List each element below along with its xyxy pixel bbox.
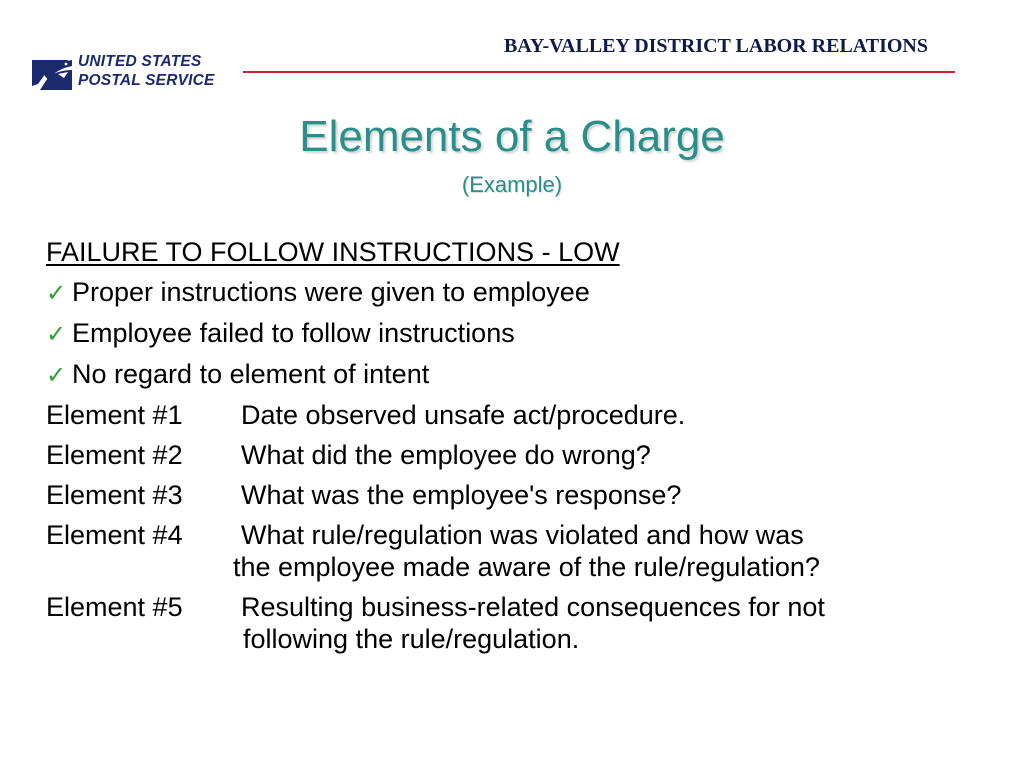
element-label: Element #2 — [46, 440, 183, 470]
checklist-text: Proper instructions were given to employee — [72, 277, 590, 307]
logo-wordmark — [78, 52, 215, 90]
checkmark-icon: ✓ — [46, 279, 67, 307]
element-text-line: Resulting business-related consequences for not — [241, 592, 825, 622]
logo-line-2: POSTAL SERVICE — [78, 72, 215, 89]
checklist-text: No regard to element of intent — [72, 359, 430, 389]
logo-line-1: UNITED STATES — [78, 53, 202, 70]
element-text — [241, 591, 825, 655]
element-label: Element #5 — [46, 592, 183, 622]
element-text: What did the employee do wrong? — [241, 440, 651, 470]
element-text-line: What rule/regulation was violated and how was — [241, 520, 804, 550]
slide-title: Elements of a Charge — [299, 112, 725, 161]
element-label: Element #1 — [46, 400, 183, 430]
element-row-4 — [46, 515, 1006, 587]
checkmark-icon: ✓ — [46, 320, 67, 348]
element-label: Element #3 — [46, 480, 183, 510]
element-row-1 — [46, 395, 1006, 435]
element-row-5 — [46, 587, 1006, 659]
element-text — [233, 519, 820, 583]
checklist-text: Employee failed to follow instructions — [72, 318, 515, 348]
checklist-item — [46, 272, 1006, 313]
slide-body — [46, 232, 1006, 659]
element-text-line: the employee made aware of the rule/regulation? — [233, 552, 820, 582]
checklist-item — [46, 313, 1006, 354]
charge-heading: FAILURE TO FOLLOW INSTRUCTIONS - LOW — [46, 237, 620, 267]
element-text: Date observed unsafe act/procedure. — [241, 400, 686, 430]
element-text: What was the employee's response? — [241, 480, 682, 510]
slide-subtitle: (Example) — [461, 172, 563, 197]
eagle-icon — [28, 50, 74, 96]
checklist-item — [46, 354, 1006, 395]
header-title: BAY-VALLEY DISTRICT LABOR RELATIONS — [503, 35, 928, 57]
usps-logo — [28, 50, 218, 96]
element-row-2 — [46, 435, 1006, 475]
element-label: Element #4 — [46, 520, 183, 550]
element-text-line: following the rule/regulation. — [243, 624, 580, 654]
checkmark-icon: ✓ — [46, 361, 67, 389]
header-rule — [243, 71, 955, 73]
element-row-3 — [46, 475, 1006, 515]
